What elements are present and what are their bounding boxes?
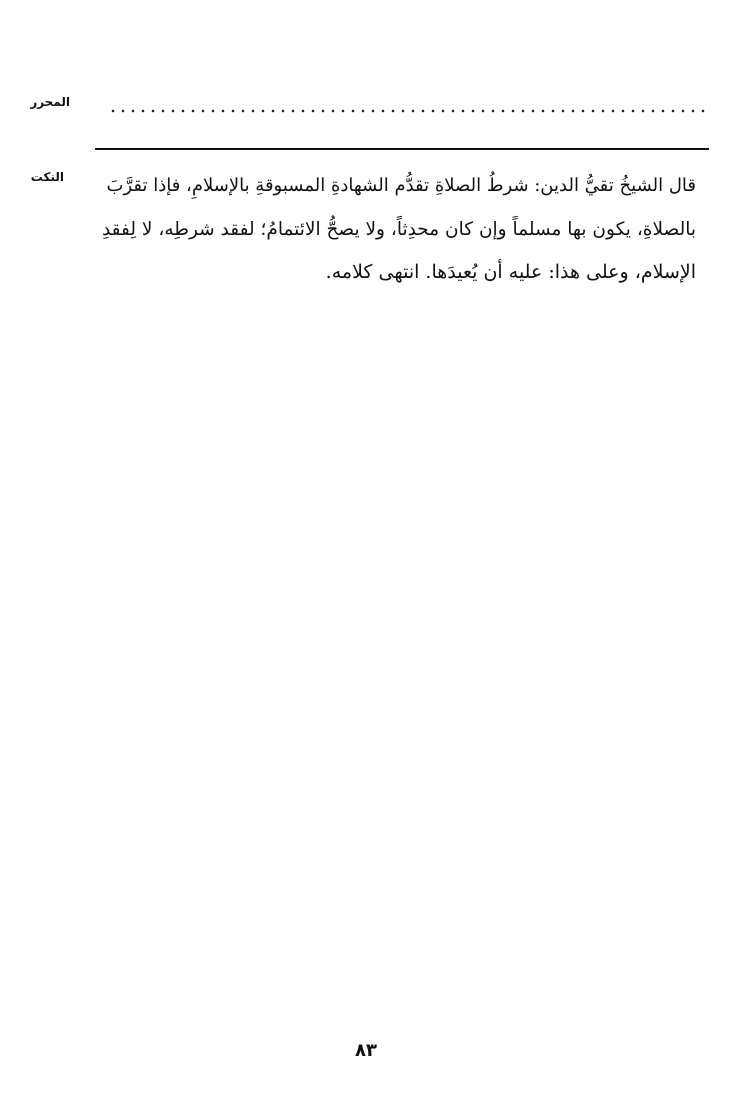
margin-label-nukat: النكت: [30, 170, 64, 184]
paragraph-line-1: قال الشيخُ تقيُّ الدين: شرطُ الصلاةِ تقدُّم الشهادةِ المسبوقةِ بالإسلامِ، فإذا تقرَّبَ: [106, 175, 696, 196]
section-divider: [95, 148, 709, 150]
page-number: ٨٣: [355, 1040, 377, 1061]
paragraph-line-3: الإسلام، وعلى هذا: عليه أن يُعيدَها. انتهى كلامه.: [325, 261, 696, 283]
dotted-placeholder-line: [108, 104, 708, 118]
paragraph-line-2: بالصلاةِ، يكون بها مسلماً وإن كان محدِثاً، ولا يصحُّ الائتمامُ؛ لفقد شرطِه، لا لِفقدِ: [101, 218, 696, 240]
commentary-paragraph: [100, 164, 696, 295]
margin-label-muharrar: المحرر: [30, 95, 70, 109]
